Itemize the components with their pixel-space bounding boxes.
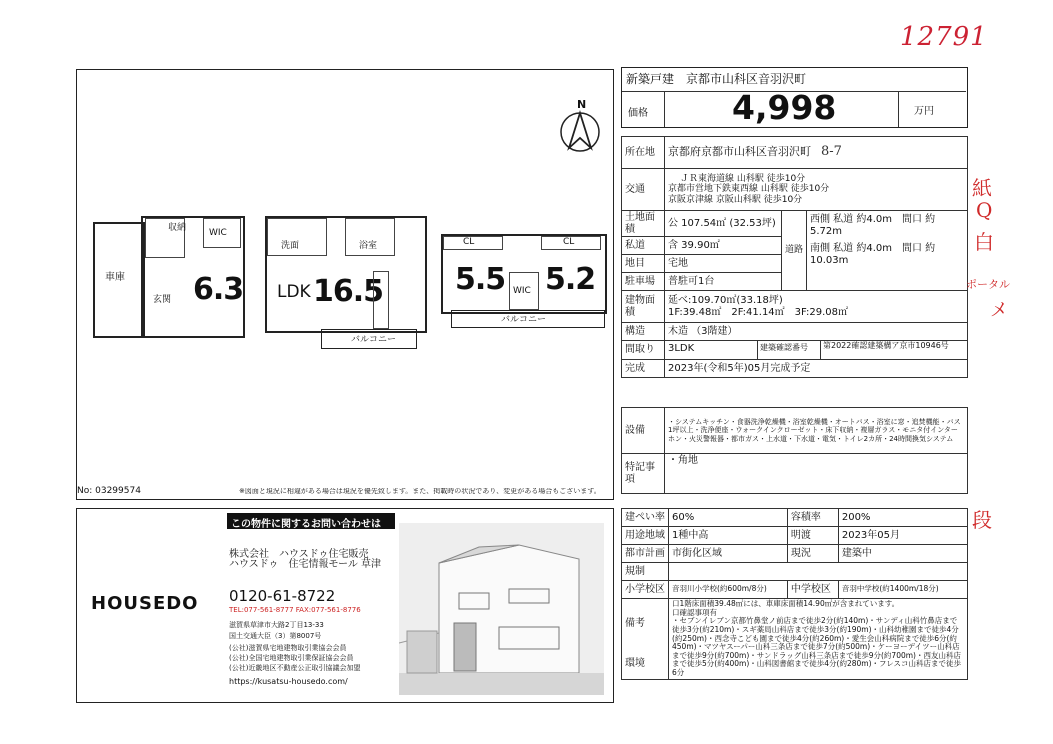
price-unit: 万円 (914, 106, 934, 117)
handwritten-note-3: 白 (974, 230, 994, 254)
cl2-label: CL (563, 237, 575, 247)
floor-area-total: 延べ:109.70㎡(33.18坪) (668, 295, 783, 306)
junior-label: 中学校区 (787, 581, 838, 599)
company-name-1: 株式会社 ハウスドゥ住宅販売 (229, 549, 369, 560)
company-address: 滋賀県草津市大路2丁目13-33 (229, 621, 324, 629)
entrance-label: 玄関 (153, 295, 172, 305)
company-member-1: (公社)滋賀県宅地建物取引業協会会員 (229, 644, 347, 652)
details-table (621, 136, 968, 378)
handwritten-note-5: メ (990, 300, 1008, 321)
handwritten-note-6: 段 (972, 508, 992, 532)
remarks-label (622, 599, 669, 680)
nearby-value: ・セブンイレブン京都竹鼻堂ノ前店まで徒歩2分(約140m)・サンディ山科竹鼻店まで徒歩3分(約210m)・スギ薬局山科店まで徒歩3分(約190m)・山科幼稚園まで徒歩4分(約250m)・西念寺こども園まで徒歩4分(約260m)・愛生会山科病院まで徒歩6分(約450m)・マツヤスーパー山科三条店まで徒歩7分(約500m)・ケーヨーデイツー山科店まで徒歩9分(約700m)・サンドラッグ山科三条店まで徒歩9分(約700m)・西友山科店まで徒歩5分(約400m)・山科図書館まで徒歩4分(約280m)・フレスコ山科店まで徒歩6分 (672, 616, 961, 677)
floor-area-by-floor: 1F:39.48㎡ 2F:41.14㎡ 3F:29.08㎡ (668, 306, 849, 318)
floorplan-panel (76, 69, 614, 500)
handwritten-note-2: Q (976, 198, 993, 222)
floor3-plan (441, 234, 606, 329)
special-value: ・角地 (665, 454, 968, 494)
status-label: 現況 (787, 545, 838, 563)
company-phone: 0120-61-8722 (229, 587, 336, 605)
garage-label: 車庫 (105, 272, 125, 283)
company-member-2: (公社)全国宅地建物取引業保証協会会員 (229, 654, 354, 662)
handover-value: 2023年05月 (838, 527, 967, 545)
handwritten-note-1: 紙 (972, 176, 992, 200)
north-label: N (577, 98, 587, 111)
company-url[interactable]: https://kusatsu-housedo.com/ (229, 677, 348, 686)
housedo-logo: HOUSEDO (91, 593, 199, 614)
remarks-1: 口1階床面積39.48㎡には、車庫床面積14.90㎡が含まれています。 (672, 599, 900, 608)
structure-label: 構造 (622, 323, 665, 341)
price-value: 4,998 (732, 88, 837, 127)
company-member-3: (公社)近畿地区不動産公正取引協議会加盟 (229, 664, 361, 672)
page-title: 新築戸建 京都市山科区音羽沢町 (626, 72, 807, 86)
zoning-table (621, 508, 968, 680)
equipment-value: ・システムキッチン・食器洗浄乾燥機・浴室乾燥機・オートバス・浴室に窓・追焚機能・バス1坪以上・洗浄便座・ウォークインクローゼット・床下収納・複層ガラス・モニタ付インターホン・火災警報器・都市ガス・上水道・下水道・電気・トイレ2カ所・24時間換気システム (665, 408, 968, 454)
regulation-value (669, 563, 968, 581)
storage-label: 収納 (168, 223, 187, 233)
elementary-label: 小学校区 (622, 581, 669, 599)
nearby-label-text: 環境 (625, 657, 645, 669)
bcr-value: 60% (669, 509, 788, 527)
far-value: 200% (838, 509, 967, 527)
wic-3f-label: WIC (513, 286, 531, 296)
floor-area-label: 建物面積 (622, 291, 665, 323)
handover-label: 明渡 (787, 527, 838, 545)
ldk-label: LDK (277, 282, 311, 302)
category-value: 宅地 (665, 255, 782, 273)
balcony-2f-label: バルコニー (351, 335, 397, 345)
far-label: 容積率 (787, 509, 838, 527)
reference-number: No: 03299574 (77, 486, 141, 496)
room-3f-a-size: 5.5 (455, 262, 506, 297)
cert-label: 建築確認番号 (757, 341, 821, 359)
price-label: 価格 (628, 108, 648, 119)
road-west: 西側 私道 約4.0m 間口 約5.72m (810, 214, 936, 237)
use-label: 用途地域 (622, 527, 669, 545)
structure-value: 木造 （3階建） (665, 323, 968, 341)
contact-header: この物件に関するお問い合わせは (227, 513, 395, 529)
building-photo (399, 523, 604, 695)
equipment-label: 設備 (622, 408, 665, 454)
cert-value: 第2022確認建築構ア京市10946号 (823, 341, 949, 350)
land-area-label: 土地面積 (622, 211, 665, 237)
transport-2: 京都市営地下鉄東西線 山科駅 徒歩10分 (668, 184, 830, 195)
company-tel-fax: TEL:077-561-8777 FAX:077-561-8776 (229, 606, 361, 614)
regulation-label: 規制 (622, 563, 669, 581)
junior-value: 音羽中学校(約1400m/18分) (838, 581, 967, 599)
use-value: 1種中高 (669, 527, 788, 545)
plan-value: 市街化区域 (669, 545, 788, 563)
balcony-3f-label: バルコニー (501, 315, 547, 325)
private-road-label: 私道 (622, 237, 665, 255)
completion-value: 2023年(令和5年)05月完成予定 (665, 360, 968, 378)
remarks-label-text: 備考 (625, 617, 645, 629)
handwritten-code: 12791 (900, 22, 988, 52)
remarks-2: 口確認事項有 (672, 607, 717, 617)
disclaimer: ※図面と現況に相違がある場合は現況を優先致します。また、掲載時の状況であり、変更がある場合もございます。 (239, 488, 601, 495)
category-label: 地目 (622, 255, 665, 273)
transport-1: ＪＲ東海道線 山科駅 徒歩10分 (680, 173, 806, 184)
special-label: 特記事項 (622, 454, 665, 494)
road-south: 南側 私道 約4.0m 間口 約10.03m (810, 243, 936, 266)
layout-label: 間取り (622, 341, 665, 360)
ldk-size: 16.5 (313, 274, 384, 309)
floor1-plan (93, 216, 243, 336)
plan-label: 都市計画 (622, 545, 669, 563)
company-name-2: ハウスドゥ 住宅情報モール 草津 (229, 559, 382, 570)
wic-1f-label: WIC (209, 228, 227, 238)
layout-value: 3LDK (668, 343, 695, 354)
price-header (621, 67, 968, 128)
handwritten-lot: 8-7 (821, 144, 842, 160)
road-label: 道路 (782, 211, 807, 291)
company-license: 国土交通大臣（3）第8007号 (229, 632, 322, 640)
address-value: 京都府京都市山科区音羽沢町 (668, 145, 811, 159)
north-arrow-icon (557, 98, 607, 154)
room-3f-b-size: 5.2 (545, 262, 596, 297)
company-panel (76, 508, 614, 703)
parking-value: 普駐可1台 (665, 273, 782, 291)
floor2-plan (265, 216, 425, 351)
handwritten-note-4: ポータル (966, 278, 1010, 291)
bath-label: 浴室 (359, 241, 378, 251)
private-road-value: 含 39.90㎡ (665, 237, 782, 255)
equipment-table (621, 407, 968, 494)
cl1-label: CL (463, 237, 475, 247)
address-label: 所在地 (622, 137, 665, 169)
transport-3: 京阪京津線 京阪山科駅 徒歩10分 (668, 194, 803, 205)
elementary-value: 音羽川小学校(約600m/8分) (669, 581, 788, 599)
bcr-label: 建ぺい率 (622, 509, 669, 527)
room-1f-size: 6.3 (193, 272, 244, 307)
status-value: 建築中 (838, 545, 967, 563)
completion-label: 完成 (622, 360, 665, 378)
wash-label: 洗面 (281, 241, 300, 251)
parking-label: 駐車場 (622, 273, 665, 291)
land-area-value: 公 107.54㎡ (32.53坪) (665, 211, 782, 237)
transport-label: 交通 (622, 169, 665, 211)
